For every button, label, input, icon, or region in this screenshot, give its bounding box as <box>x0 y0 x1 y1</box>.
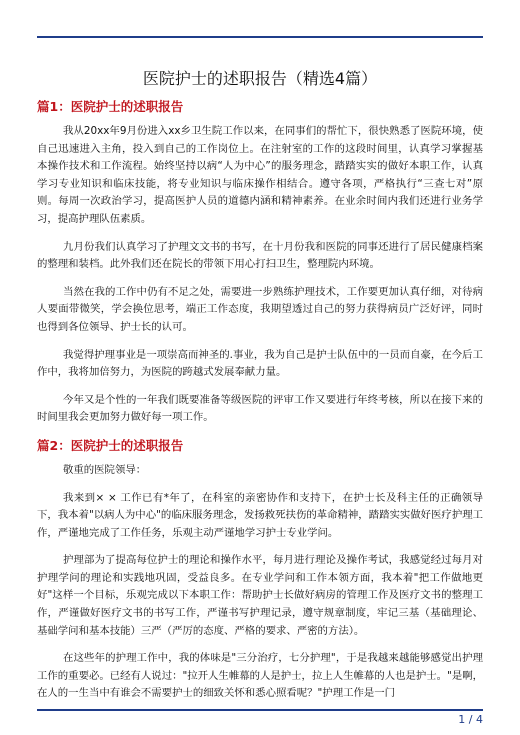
section-heading: 篇1：医院护士的述职报告 <box>37 99 184 114</box>
paragraph: 我觉得护理事业是一项崇高而神圣的.事业，我为自己是护士队伍中的一员而自豪，在今后工作中，我将加倍努力，为医院的跨越式发展奉献力量。 <box>37 348 483 379</box>
paragraph: 我从20xx年9月份进入xx乡卫生院工作以来，在同事们的帮忙下，很快熟悉了医院环境，使自己迅速进入主角，投入到自己的工作岗位上。在注射室的工作的这段时间里，认真学习掌握基本操作技术和工作流程。始终坚持以病“人为中心”的服务理念，踏踏实实的做好本职工作，认真学习专业知识和临床技能，将专业知识与临床操作相结合。遵守各项，严格执行“三查七对”原则。每周一次政治学习，提高医护人员的道德内涵和精神素养。在业余时间内我们还进行业务学习，提高护理队伍素质。 <box>37 125 483 225</box>
paragraph: 我来到× × 工作已有*年了，在科室的亲密协作和支持下，在护士长及科主任的正确领导下，我本着"以病人为中心"的临床服务理念，发扬救死扶伤的革命精神，踏踏实实做好医疗护理工作，严谨地完成了工作任务，乐观主动严谨地学习护士专业学问。 <box>37 491 483 539</box>
paragraph: 当然在我的工作中仍有不足之处，需要进一步熟练护理技术，工作要更加认真仔细，对待病人要面带微笑，学会换位思考，端正工作态度，我期望透过自己的努力获得病员广泛好评，同时也得到各位领导、护士长的认可。 <box>37 285 483 333</box>
paragraph: 今年又是个性的一年我们既要准备等级医院的评审工作又要进行年终考核，所以在接下来的时间里我会更加努力做好每一项工作。 <box>37 393 483 424</box>
header-rule <box>37 36 483 38</box>
section-heading: 篇2：医院护士的述职报告 <box>37 437 184 453</box>
paragraph: 九月份我们认真学习了护理文文书的书写，在十月份我和医院的同事还进行了居民健康档案的整理和装档。此外我们还在院长的带领下用心打扫卫生，整理院内环境。 <box>37 240 483 271</box>
salutation: 敬重的医院领导： <box>63 463 147 476</box>
footer-rule <box>37 709 483 711</box>
document-body <box>37 98 483 713</box>
page-number: 1 / 4 <box>458 713 483 726</box>
paragraph: 在这些年的护理工作中，我的体味是"三分治疗，七分护理"，于是我越来越能够感觉出护理工作的重要必。已经有人说过："拉开人生帷幕的人是护士，拉上人生帷幕的人也是护士。"是啊，在人的一生当中有谁会不需要护士的细致关怀和悉心照看呢？"护理工作是一门 <box>37 652 483 700</box>
paragraph: 护理部为了提高每位护士的理论和操作水平，每月进行理论及操作考试，我感觉经过每月对护理学问的理论和实践地巩固，受益良多。在专业学问和工作本领方面，我本着"把工作做地更好"这样一个目标，乐观完成以下本职工作：帮助护士长做好病房的管理工作及医疗文书的整理工作，严谨做好医疗文书的书写工作，严谨书写护理记录，遵守规章制度，牢记三基（基础理论、基础学问和基本技能）三严（严厉的态度、严格的要求、严密的方法）。 <box>37 554 483 637</box>
document-title: 医院护士的述职报告（精选4篇） <box>142 69 378 88</box>
